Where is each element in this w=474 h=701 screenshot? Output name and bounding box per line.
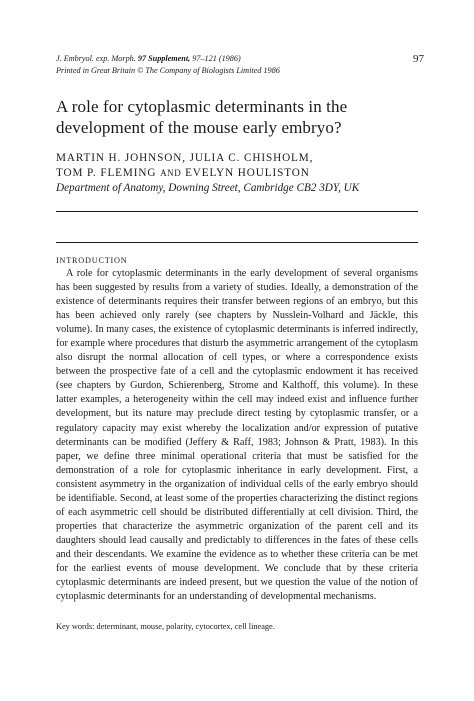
section-heading: INTRODUCTION: [56, 256, 128, 265]
author-houliston: EVELYN HOULISTON: [185, 166, 310, 179]
rule-top: [56, 211, 418, 212]
pages-year: 97–121 (1986): [192, 54, 241, 63]
keywords: Key words: determinant, mouse, polarity, cytocortex, cell lineage.: [56, 622, 275, 631]
journal-name: J. Embryol. exp. Morph.: [56, 54, 136, 63]
authors-line-1: MARTIN H. JOHNSON, JULIA C. CHISHOLM,: [56, 152, 314, 164]
affiliation: Department of Anatomy, Downing Street, Cambridge CB2 3DY, UK: [56, 182, 360, 194]
authors-and: AND: [160, 167, 182, 178]
running-header: [56, 53, 280, 77]
journal-citation: [56, 53, 280, 65]
author-fleming: TOM P. FLEMING: [56, 166, 157, 179]
introduction-paragraph: A role for cytoplasmic determinants in the early development of several organisms has been suggested by results from a variety of studies. Ideally, a demonstration of the existence of determinants requires their transfer between regions of an embryo, but this has been achieved only rarely (see chapters by Nusslein-Volhard and Jäckle, this volume). In many cases, the existence of cytoplasmic determinants is inferred indirectly, for example where procedures that disturb the asymmetric arrangement of the cytoplasm also disrupt the normal allocation of cell types, or where a correspondence exists between the prospective fate of a cell and the cytoplasmic endowment it has received (see chapters by Gurdon, Schierenberg, Strome and Kalthoff, this volume). In these latter examples, a heterogeneity within the cell may indeed exist and influence further development, but its nature may preclude direct testing by cytoplasmic transfer, or a regulatory capacity may exist whereby the localization and/or expression of putative determinants can be modified (Jeffery & Raff, 1983; Johnson & Pratt, 1983). In this paper, we define three minimal operational criteria that must be satisfied for the demonstration of a role for cytoplasmic inheritance in early development. First, a consistent asymmetry in the organization of individual cells of the early embryo should be identifiable. Second, at least some of the properties characterizing the distinct regions of each asymmetric cell should be distributed differentially at cell division. Third, the properties that characterize the asymmetric organization of the parent cell and its daughters should lead causally and predictably to differences in the fates of these cells and their descendants. We examine the evidence as to whether these criteria can be met for the earliest events of mouse development. We conclude that by these criteria cytoplasmic determinants are indeed present, but we question the value of the notion of cytoplasmic determinants for an understanding of developmental mechanisms.: [56, 268, 418, 603]
rule-bottom: [56, 242, 418, 243]
authors-line-2: [56, 166, 428, 181]
page-number: 97: [413, 53, 424, 65]
printed-in-line: Printed in Great Britain © The Company of Biologists Limited 1986: [56, 66, 280, 75]
supplement-label: 97 Supplement,: [137, 54, 191, 63]
article-title: A role for cytoplasmic determinants in the development of the mouse early embryo?: [56, 97, 348, 137]
author-list: [56, 151, 428, 180]
